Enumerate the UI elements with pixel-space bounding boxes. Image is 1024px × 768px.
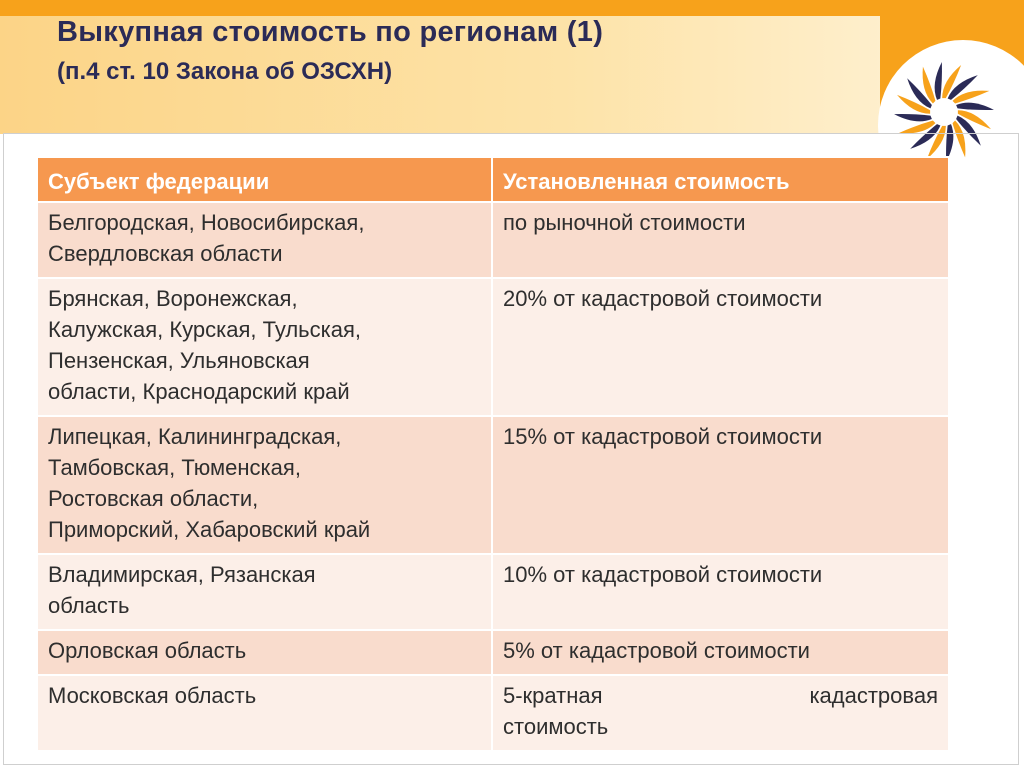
region-line: области, Краснодарский край [48,379,350,404]
column-header-price: Установленная стоимость [492,157,949,202]
region-cell [37,202,492,278]
price-word: кадастровая [809,683,938,708]
sun-ray [935,62,942,100]
table-row [37,278,949,416]
region-cell [37,416,492,554]
region-line: Калужская, Курская, Тульская, [48,317,362,342]
region-line: Орловская область [48,638,247,663]
price-line: стоимость [503,714,609,739]
table-row [37,675,949,751]
region-line: Липецкая, Калининградская, [48,424,342,449]
price-by-region-table [36,156,950,752]
page-title: Выкупная стоимость по регионам (1) [57,16,604,48]
region-line: Владимирская, Рязанская [48,562,316,587]
region-cell [37,278,492,416]
price-cell: 15% от кадастровой стоимости [492,416,949,554]
sun-ray [956,103,994,110]
table-row [37,554,949,630]
region-cell [37,630,492,675]
region-line: Белгородская, Новосибирская, [48,210,365,235]
price-cell: 10% от кадастровой стоимости [492,554,949,630]
sun-ray [894,114,932,121]
table-row [37,630,949,675]
table-row [37,416,949,554]
price-justified-line [503,680,938,711]
price-cell: по рыночной стоимости [492,202,949,278]
region-cell [37,675,492,751]
region-line: Ростовская области, [48,486,259,511]
region-cell [37,554,492,630]
price-word: 5-кратная [503,683,603,708]
table-row [37,202,949,278]
column-header-region: Субъект федерации [37,157,492,202]
region-line: Свердловская области [48,241,283,266]
price-cell: 5% от кадастровой стоимости [492,630,949,675]
price-cell [492,675,949,751]
price-cell: 20% от кадастровой стоимости [492,278,949,416]
top-accent-bar [0,0,1024,16]
region-line: Брянская, Воронежская, [48,286,298,311]
page-subtitle: (п.4 ст. 10 Закона об ОЗСХН) [57,58,393,85]
region-line: Московская область [48,683,257,708]
table-header-row [37,157,949,202]
region-line: Пензенская, Ульяновская [48,348,310,373]
region-line: область [48,593,130,618]
region-line: Тамбовская, Тюменская, [48,455,301,480]
region-line: Приморский, Хабаровский край [48,517,371,542]
